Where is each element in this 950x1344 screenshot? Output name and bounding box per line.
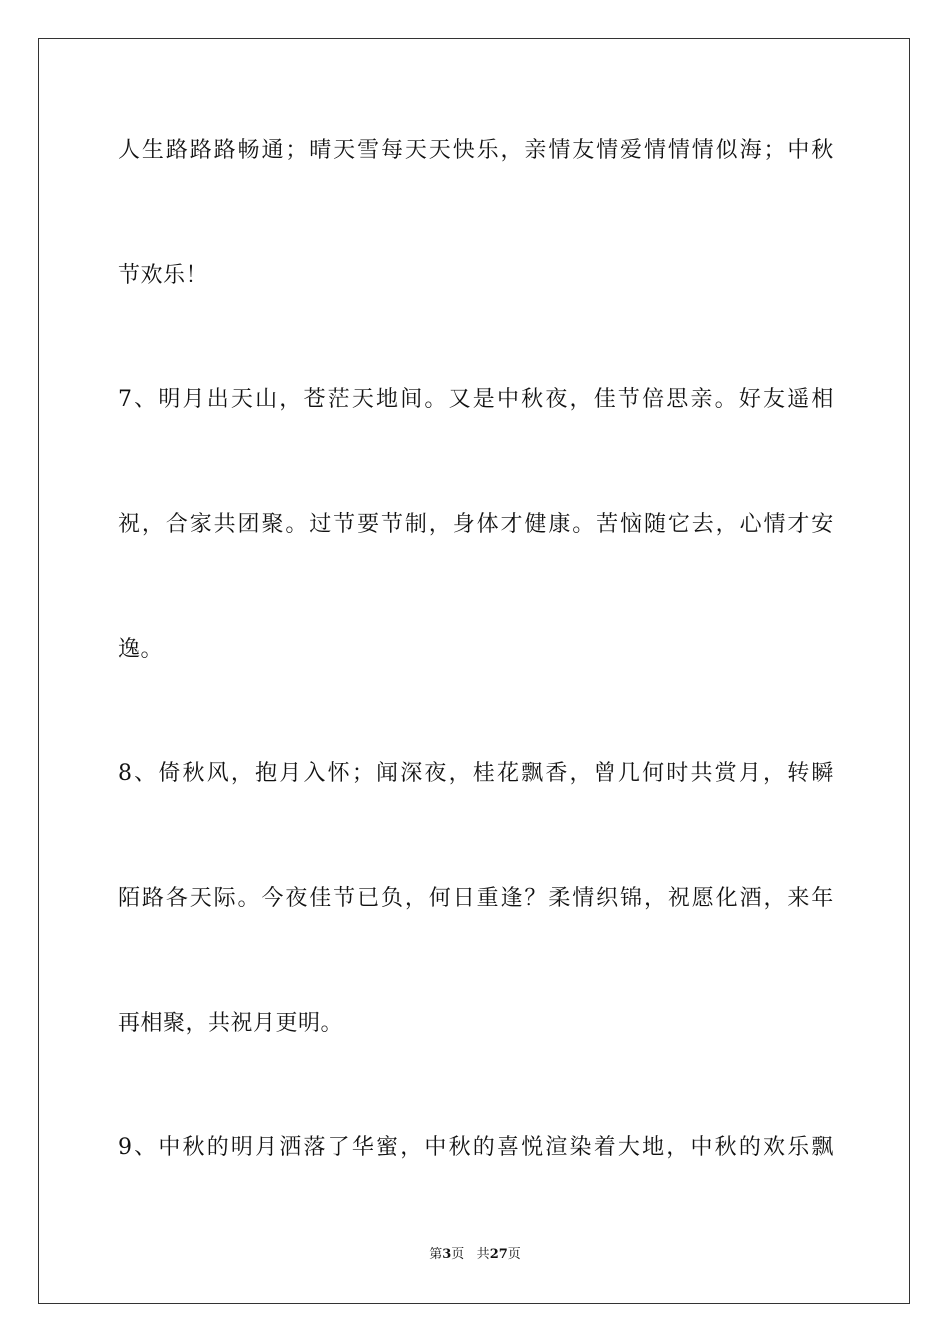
total-prefix: 共 [476,1247,490,1262]
text-line: 7 、 明 月 出 天 山 ， 苍 茫 天 地 间 。 又 是 中 秋 夜 ， 佳 节 倍 思 亲 。 好 友 遥 相 [118,387,834,412]
text-line: 陌 路 各 天 际 。 今 夜 佳 节 已 负 ， 何 日 重 逢 ？ 柔 情 织 锦 ， 祝 愿 化 酒 ， 来 年 [118,886,834,911]
text-line: 9 、 中 秋 的 明 月 洒 落 了 华 蜜 ， 中 秋 的 喜 悦 渲 染 着 大 地 ， 中 秋 的 欢 乐 飘 [118,1135,834,1160]
page-prefix: 第 [429,1247,443,1262]
page-footer [0,1246,950,1264]
total-suffix: 页 [507,1247,521,1262]
page-border [38,38,910,1304]
total-pages: 27 [489,1247,508,1262]
text-line: 8 、 倚 秋 风 ， 抱 月 入 怀 ； 闻 深 夜 ， 桂 花 飘 香 ， 曾 几 何 时 共 赏 月 ， 转 瞬 [118,761,834,786]
text-line: 逸。 [118,637,164,662]
text-line: 祝 ， 合 家 共 团 聚 。 过 节 要 节 制 ， 身 体 才 健 康 。 苦 恼 随 它 去 ， 心 情 才 安 [118,512,834,537]
page-number: 3 [442,1247,452,1262]
text-line: 人 生 路 路 路 畅 通 ； 晴 天 雪 每 天 天 快 乐 ， 亲 情 友 情 爱 情 情 情 似 海 ； 中 秋 [118,138,834,163]
text-line: 节欢乐！ [118,263,209,288]
page-suffix: 页 [451,1247,465,1262]
text-line: 再相聚，共祝月更明。 [118,1011,344,1036]
